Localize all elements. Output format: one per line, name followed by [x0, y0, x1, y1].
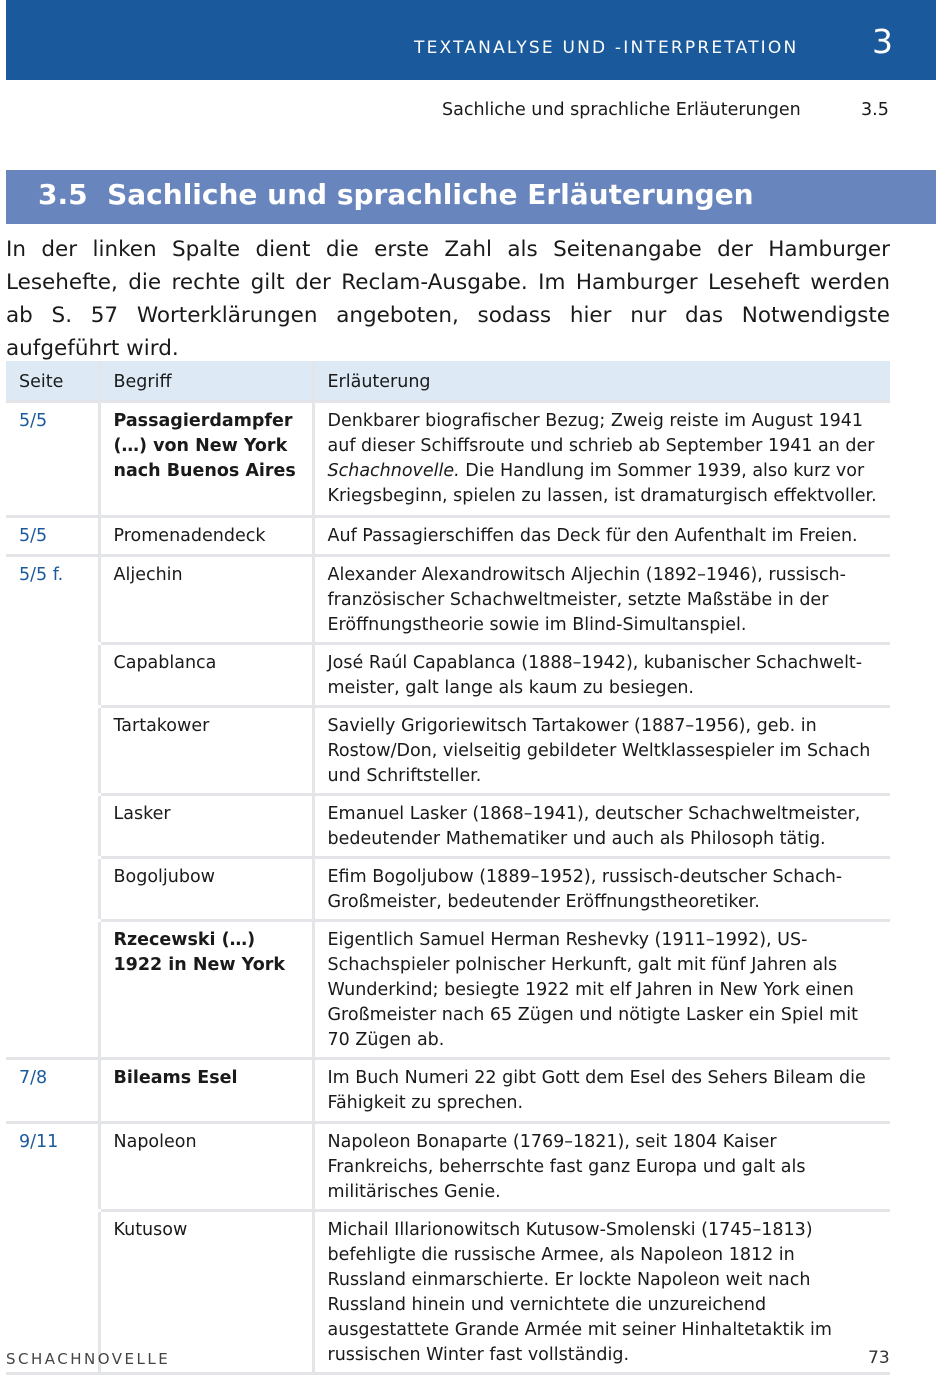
- explanation: Savielly Grigoriewitsch Tartakower (1887–1956), geb. in Rostow/Don, vielseitig gebildeter Weltklassespieler im Schach und Schriftsteller.: [313, 706, 890, 794]
- page-ref: [6, 794, 99, 857]
- table-header-row: [6, 361, 890, 401]
- term: Capablanca: [99, 643, 313, 706]
- table-row: [6, 1122, 890, 1210]
- chapter-number: 3: [872, 22, 893, 61]
- section-heading-bar: [6, 170, 936, 224]
- term: Rzecewski (…) 1922 in New York: [99, 920, 313, 1058]
- term: Bileams Esel: [99, 1058, 313, 1122]
- term: Kutusow: [99, 1210, 313, 1373]
- page-ref: 5/5 f.: [6, 555, 99, 643]
- page-ref: [6, 1210, 99, 1373]
- page-ref: [6, 706, 99, 794]
- table-row: [6, 516, 890, 555]
- table-row: [6, 1210, 890, 1373]
- explanation: [313, 401, 890, 516]
- section-title: [38, 178, 754, 211]
- table-row: [6, 1058, 890, 1122]
- term: Bogoljubow: [99, 857, 313, 920]
- glossary-table: [6, 361, 890, 1375]
- table-row: [6, 643, 890, 706]
- term: Passagierdampfer (…) von New York nach Buenos Aires: [99, 401, 313, 516]
- page-ref: 9/11: [6, 1122, 99, 1210]
- column-header-erlaeuterung: Erläuterung: [313, 361, 890, 401]
- chapter-title: TEXTANALYSE UND -INTERPRETATION: [414, 38, 799, 58]
- page-ref: 5/5: [6, 401, 99, 516]
- term: Promenadendeck: [99, 516, 313, 555]
- table-row: [6, 794, 890, 857]
- term: Napoleon: [99, 1122, 313, 1210]
- book-title-italic: Schachnovelle.: [327, 460, 460, 481]
- page-ref: 5/5: [6, 516, 99, 555]
- running-title: Sachliche und sprachliche Erläuterungen: [442, 100, 801, 120]
- page-ref: 7/8: [6, 1058, 99, 1122]
- explanation: Im Buch Numeri 22 gibt Gott dem Esel des Sehers Bileam die Fähigkeit zu sprechen.: [313, 1058, 890, 1122]
- explanation-part: Denkbarer biografischer Bezug; Zweig reiste im August 1941 auf dieser Schiffsroute und schrieb ab September 1941 an der: [327, 410, 875, 456]
- term: Aljechin: [99, 555, 313, 643]
- explanation: Efim Bogoljubow (1889–1952), russisch-deutscher Schach-Großmeister, bedeutender Eröffnungstheoretiker.: [313, 857, 890, 920]
- explanation: Emanuel Lasker (1868–1941), deutscher Schachweltmeister, bedeutender Mathematiker und auch als Philosoph tätig.: [313, 794, 890, 857]
- column-header-begriff: Begriff: [99, 361, 313, 401]
- chapter-banner: [6, 0, 936, 80]
- table-row: [6, 920, 890, 1058]
- footer-page-number: 73: [868, 1348, 890, 1368]
- page-ref: [6, 643, 99, 706]
- section-title-text: Sachliche und sprachliche Erläuterungen: [107, 178, 754, 211]
- footer-book-title: SCHACHNOVELLE: [6, 1350, 171, 1368]
- explanation: Alexander Alexandrowitsch Aljechin (1892–1946), russisch-französischer Schachweltmeister, setzte Maßstäbe in der Eröffnungstheorie sowie im Blind-Simultanspiel.: [313, 555, 890, 643]
- term: Tartakower: [99, 706, 313, 794]
- table-row: [6, 706, 890, 794]
- term: Lasker: [99, 794, 313, 857]
- page-ref: [6, 857, 99, 920]
- explanation: Michail Illarionowitsch Kutusow-Smolenski (1745–1813) befehligte die russische Armee, als Napoleon 1812 in Russland einmarschierte. Er lockte Napoleon weit nach Russland hinein und vernichtete die unzureichend ausgestattete Grande Armée mit seiner Hinhaltetaktik im russischen Winter fast vollständig.: [313, 1210, 890, 1373]
- explanation: Eigentlich Samuel Herman Reshevky (1911–1992), US-Schachspieler polnischer Herkunft, galt mit fünf Jahren als Wunderkind; besiegte 1922 mit elf Jahren in New York einen Großmeister nach 65 Zügen und nötigte Lasker ein Spiel mit 70 Zügen ab.: [313, 920, 890, 1058]
- table-row: [6, 401, 890, 516]
- page-ref: [6, 920, 99, 1058]
- running-section-number: 3.5: [861, 100, 889, 120]
- intro-paragraph: In der linken Spalte dient die erste Zahl als Seitenangabe der Hamburger Lesehefte, die rechte gilt der Reclam-Ausgabe. Im Hamburger Leseheft werden ab S. 57 Worterklärungen angeboten, sodass hier nur das Notwendigste aufgeführt wird.: [6, 237, 890, 361]
- table-row: [6, 857, 890, 920]
- section-number: 3.5: [38, 178, 88, 211]
- column-header-seite: Seite: [6, 361, 99, 401]
- explanation: Napoleon Bonaparte (1769–1821), seit 1804 Kaiser Frankreichs, beherrschte fast ganz Europa und galt als militärisches Genie.: [313, 1122, 890, 1210]
- explanation-part: Die Handlung im Sommer 1939, also kurz vor Kriegsbeginn, spielen zu lassen, ist dramaturgisch effektvoller.: [327, 460, 877, 506]
- table-row: [6, 555, 890, 643]
- explanation: Auf Passagierschiffen das Deck für den Aufenthalt im Freien.: [313, 516, 890, 555]
- explanation: José Raúl Capablanca (1888–1942), kubanischer Schachwelt-meister, galt lange als kaum zu besiegen.: [313, 643, 890, 706]
